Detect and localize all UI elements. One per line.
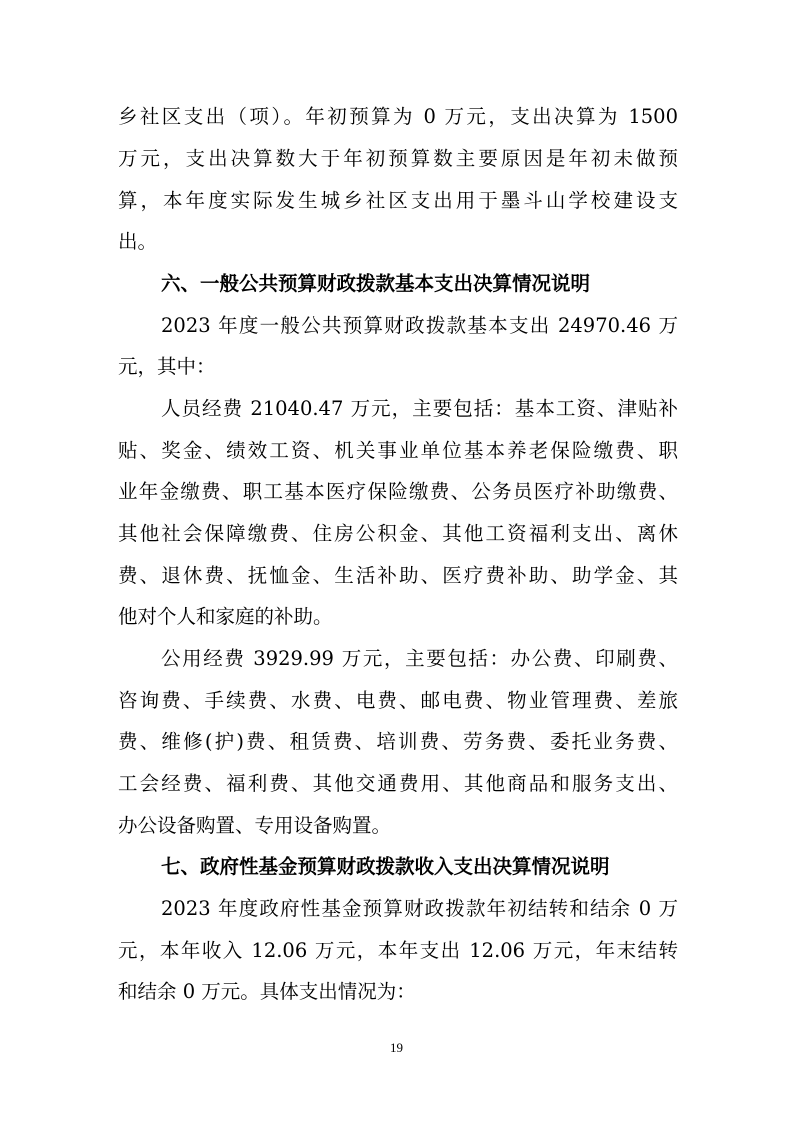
text-line: 乡社区支出（项）。年初预算为 0 万元，支出决算为 1500 [118,105,678,128]
text-line: 万元，支出决算数大于年初预算数主要原因是年初未做预 [118,147,678,170]
text-line: 元，其中： [118,355,216,378]
text-line: 和结余 0 万元。具体支出情况为： [118,980,416,1003]
text-line: 办公设备购置、专用设备购置。 [118,814,392,837]
text-line: 公用经费 3929.99 万元，主要包括：办公费、印刷费、 [161,647,678,670]
text-line: 2023 年度一般公共预算财政拨款基本支出 24970.46 万 [161,314,678,337]
text-line: 其他社会保障缴费、住房公积金、其他工资福利支出、离休 [118,522,678,545]
text-line: 2023 年度政府性基金预算财政拨款年初结转和结余 0 万 [161,897,678,920]
text-line: 元，本年收入 12.06 万元，本年支出 12.06 万元，年末结转 [118,939,678,962]
text-line: 贴、奖金、绩效工资、机关事业单位基本养老保险缴费、职 [118,439,678,462]
text-line: 他对个人和家庭的补助。 [118,605,333,628]
text-line: 工会经费、福利费、其他交通费用、其他商品和服务支出、 [118,772,678,795]
page-number: 19 [390,1040,403,1055]
text-line: 费、维修(护)费、租赁费、培训费、劳务费、委托业务费、 [118,730,678,753]
text-line: 出。 [118,230,158,253]
section-heading-7: 七、政府性基金预算财政拨款收入支出决算情况说明 [161,855,610,878]
text-line: 咨询费、手续费、水费、电费、邮电费、物业管理费、差旅 [118,689,678,712]
text-line: 人员经费 21040.47 万元，主要包括：基本工资、津贴补 [161,397,678,420]
text-line: 费、退休费、抚恤金、生活补助、医疗费补助、助学金、其 [118,564,678,587]
text-line: 业年金缴费、职工基本医疗保险缴费、公务员医疗补助缴费、 [118,480,678,503]
text-line: 算，本年度实际发生城乡社区支出用于墨斗山学校建设支 [118,189,678,212]
section-heading-6: 六、一般公共预算财政拨款基本支出决算情况说明 [161,272,591,295]
